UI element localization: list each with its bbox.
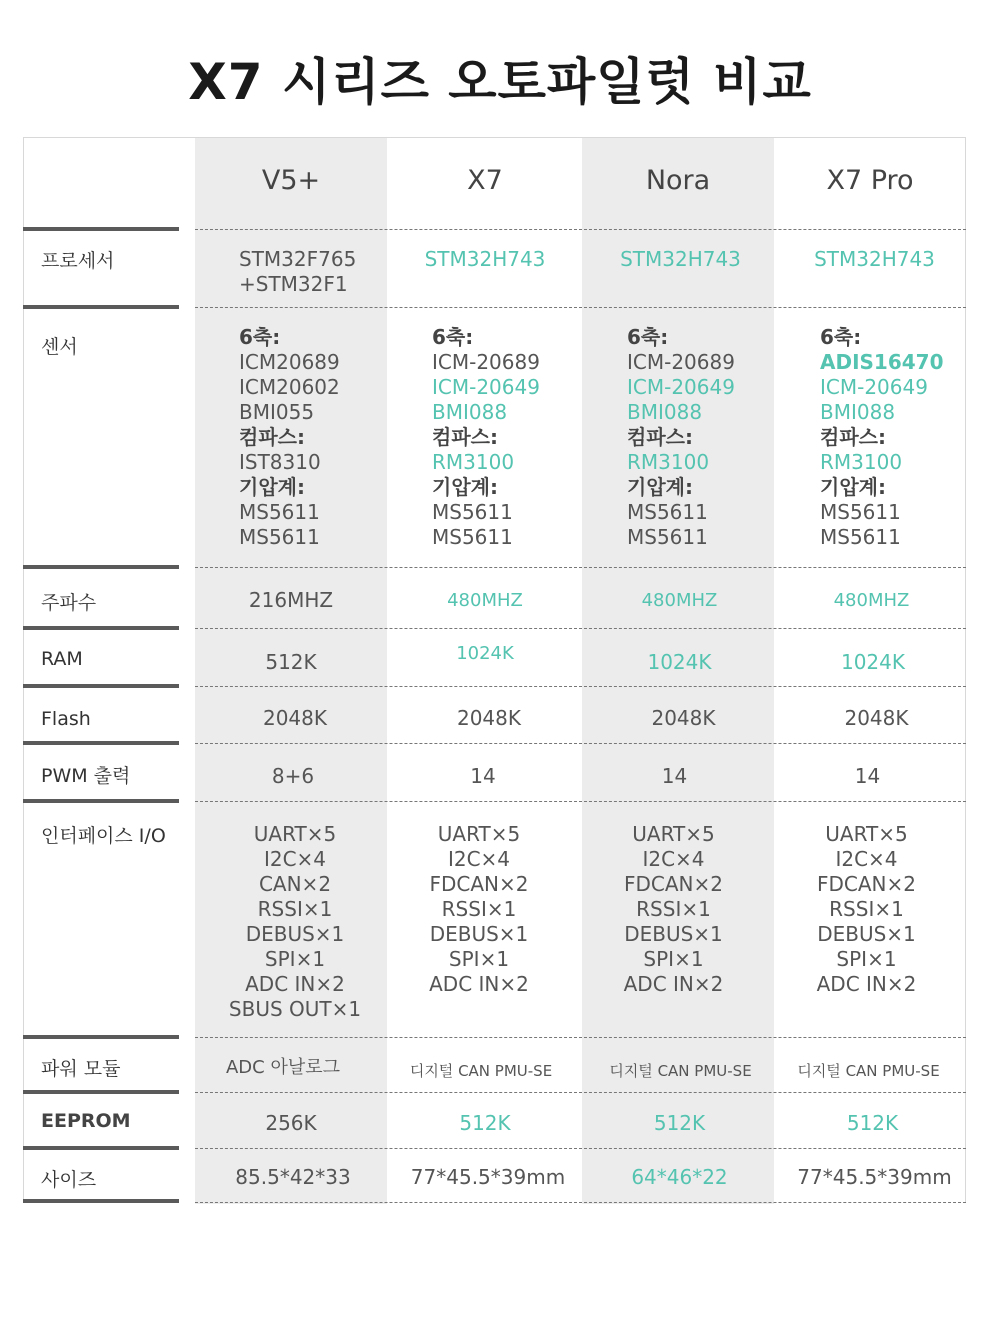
label-interface: 인터페이스 I/O xyxy=(41,825,166,847)
processor-line: STM32F765 xyxy=(239,247,357,271)
cell-interface-v5 xyxy=(199,822,391,1022)
sensor-value: BMI088 xyxy=(432,400,508,424)
interface-line: DEBUS×1 xyxy=(624,922,723,946)
cell-processor-v5 xyxy=(239,247,356,297)
header-nora: Nora xyxy=(645,165,711,196)
cell-pwm-x7: 14 xyxy=(470,764,496,788)
header-x7: X7 xyxy=(467,165,503,196)
interface-line: SPI×1 xyxy=(264,947,326,971)
label-flash: Flash xyxy=(41,708,91,730)
cell-flash-x7pro: 2048K xyxy=(844,706,909,730)
sensor-heading: 컴파스: xyxy=(432,425,498,449)
interface-line: RSSI×1 xyxy=(636,897,711,921)
sensor-value: ICM-20649 xyxy=(627,375,735,399)
interface-line: RSSI×1 xyxy=(257,897,333,921)
row-divider-dashed xyxy=(195,801,966,802)
cell-processor-x7pro: STM32H743 xyxy=(814,247,935,271)
sensor-value: ICM20689 xyxy=(239,350,340,374)
interface-line: RSSI×1 xyxy=(829,897,904,921)
interface-line: SPI×1 xyxy=(448,947,510,971)
cell-frequency-x7pro: 480MHZ xyxy=(833,590,910,611)
interface-line: SBUS OUT×1 xyxy=(228,997,362,1021)
cell-size-x7: 77*45.5*39mm xyxy=(410,1165,566,1189)
cell-frequency-nora: 480MHZ xyxy=(641,590,718,611)
cell-eeprom-nora: 512K xyxy=(653,1111,706,1135)
cell-interface-x7pro xyxy=(769,822,964,997)
sensor-value: ICM-20649 xyxy=(432,375,540,399)
cell-power-nora: 디지털 CAN PMU-SE xyxy=(609,1062,752,1080)
cell-pwm-v5: 8+6 xyxy=(271,764,315,788)
interface-line: DEBUS×1 xyxy=(817,922,916,946)
label-sensor: 센서 xyxy=(41,336,78,358)
cell-sensor-x7pro xyxy=(820,325,944,550)
label-frequency: 주파수 xyxy=(41,592,97,614)
interface-line: SPI×1 xyxy=(836,947,897,971)
interface-line: I2C×4 xyxy=(447,847,511,871)
interface-line: ADC IN×2 xyxy=(816,972,917,996)
row-divider-bar xyxy=(23,305,179,309)
interface-line: FDCAN×2 xyxy=(817,872,916,896)
sensor-value: IST8310 xyxy=(239,450,321,474)
row-divider-dashed xyxy=(195,1148,966,1149)
interface-line: UART×5 xyxy=(632,822,715,846)
interface-line: I2C×4 xyxy=(642,847,705,871)
cell-flash-v5: 2048K xyxy=(262,706,327,730)
row-divider-bar xyxy=(23,1146,179,1150)
label-processor: 프로세서 xyxy=(41,250,115,272)
row-divider-dashed xyxy=(195,229,966,230)
cell-sensor-nora xyxy=(627,325,735,550)
cell-frequency-v5: 216MHZ xyxy=(248,588,334,612)
sensor-value: MS5611 xyxy=(627,525,708,549)
cell-size-x7pro: 77*45.5*39mm xyxy=(797,1165,952,1189)
row-divider-dashed xyxy=(195,1092,966,1093)
header-v5: V5+ xyxy=(261,165,321,196)
label-size: 사이즈 xyxy=(41,1169,97,1191)
interface-line: SPI×1 xyxy=(643,947,704,971)
row-divider-bar xyxy=(23,626,179,630)
cell-ram-x7pro: 1024K xyxy=(840,650,905,674)
row-divider-dashed xyxy=(195,628,966,629)
sensor-value: MS5611 xyxy=(239,525,320,549)
row-divider-bar xyxy=(23,741,179,745)
cell-pwm-x7pro: 14 xyxy=(854,764,881,788)
interface-line: CAN×2 xyxy=(258,872,332,896)
cell-processor-nora: STM32H743 xyxy=(620,247,741,271)
interface-line: UART×5 xyxy=(825,822,908,846)
interface-line: RSSI×1 xyxy=(441,897,517,921)
cell-power-x7pro: 디지털 CAN PMU-SE xyxy=(797,1062,940,1080)
sensor-heading: 기압계: xyxy=(432,475,498,499)
cell-interface-x7 xyxy=(382,822,576,997)
cell-flash-x7: 2048K xyxy=(456,706,521,730)
row-divider-dashed xyxy=(195,1202,966,1203)
row-divider-bar xyxy=(23,684,179,688)
cell-ram-x7: 1024K xyxy=(456,643,514,664)
row-divider-bar xyxy=(23,1090,179,1094)
interface-line: ADC IN×2 xyxy=(429,972,529,996)
sensor-heading: 6축: xyxy=(627,325,669,349)
row-divider-bar xyxy=(23,1035,179,1039)
row-divider-dashed xyxy=(195,307,966,308)
sensor-value: RM3100 xyxy=(820,450,903,474)
sensor-heading: 컴파스: xyxy=(820,425,886,449)
cell-ram-nora: 1024K xyxy=(647,650,712,674)
row-divider-dashed xyxy=(195,686,966,687)
interface-line: I2C×4 xyxy=(263,847,327,871)
sensor-heading: 기압계: xyxy=(239,475,305,499)
cell-power-v5: ADC 아날로그 xyxy=(225,1057,340,1078)
sensor-value: MS5611 xyxy=(432,525,513,549)
cell-flash-nora: 2048K xyxy=(651,706,716,730)
sensor-heading: 컴파스: xyxy=(627,425,693,449)
cell-sensor-x7 xyxy=(432,325,540,550)
cell-size-nora: 64*46*22 xyxy=(631,1165,728,1189)
cell-frequency-x7: 480MHZ xyxy=(447,590,523,611)
sensor-value: RM3100 xyxy=(432,450,515,474)
interface-line: DEBUS×1 xyxy=(429,922,529,946)
row-divider-dashed xyxy=(195,743,966,744)
header-x7pro: X7 Pro xyxy=(826,165,914,196)
sensor-value: MS5611 xyxy=(432,500,513,524)
cell-pwm-nora: 14 xyxy=(661,764,688,788)
sensor-value: MS5611 xyxy=(820,525,901,549)
label-pwm: PWM 출력 xyxy=(41,765,131,787)
row-divider-bar xyxy=(23,565,179,569)
sensor-value: MS5611 xyxy=(820,500,901,524)
row-divider-dashed xyxy=(195,567,966,568)
interface-line: FDCAN×2 xyxy=(429,872,529,896)
cell-ram-v5: 512K xyxy=(265,650,317,674)
sensor-value: BMI088 xyxy=(627,400,703,424)
cell-eeprom-x7pro: 512K xyxy=(846,1111,899,1135)
cell-processor-x7: STM32H743 xyxy=(424,247,546,271)
sensor-value: ICM-20689 xyxy=(432,350,540,374)
row-divider-bar xyxy=(23,1199,179,1203)
sensor-value: ICM-20649 xyxy=(820,375,928,399)
sensor-value: MS5611 xyxy=(627,500,708,524)
sensor-value: ICM20602 xyxy=(239,375,340,399)
cell-sensor-v5 xyxy=(239,325,340,550)
sensor-heading: 6축: xyxy=(820,325,862,349)
row-divider-dashed xyxy=(195,1037,966,1038)
cell-size-v5: 85.5*42*33 xyxy=(235,1165,351,1189)
sensor-value: MS5611 xyxy=(239,500,320,524)
sensor-value: RM3100 xyxy=(627,450,710,474)
interface-line: UART×5 xyxy=(437,822,521,846)
page-title: X7 시리즈 오토파일럿 비교 xyxy=(188,53,812,111)
processor-line: +STM32F1 xyxy=(239,272,348,296)
sensor-value: ADIS16470 xyxy=(820,350,944,374)
label-eeprom: EEPROM xyxy=(41,1110,131,1132)
sensor-value: BMI088 xyxy=(820,400,896,424)
interface-line: UART×5 xyxy=(253,822,337,846)
interface-line: DEBUS×1 xyxy=(245,922,345,946)
interface-line: FDCAN×2 xyxy=(624,872,723,896)
sensor-heading: 6축: xyxy=(432,325,474,349)
label-ram: RAM xyxy=(41,648,83,670)
cell-power-x7: 디지털 CAN PMU-SE xyxy=(409,1062,553,1080)
sensor-value: BMI055 xyxy=(239,400,315,424)
cell-interface-nora xyxy=(576,822,771,997)
interface-line: ADC IN×2 xyxy=(245,972,345,996)
row-divider-bar xyxy=(23,227,179,231)
sensor-value: ICM-20689 xyxy=(627,350,735,374)
sensor-heading: 기압계: xyxy=(820,475,886,499)
row-divider-bar xyxy=(23,799,179,803)
interface-line: I2C×4 xyxy=(835,847,898,871)
cell-eeprom-x7: 512K xyxy=(459,1111,511,1135)
cell-eeprom-v5: 256K xyxy=(265,1111,317,1135)
sensor-heading: 컴파스: xyxy=(239,425,305,449)
sensor-heading: 기압계: xyxy=(627,475,693,499)
interface-line: ADC IN×2 xyxy=(623,972,724,996)
label-power: 파워 모듈 xyxy=(41,1058,121,1080)
sensor-heading: 6축: xyxy=(239,325,281,349)
